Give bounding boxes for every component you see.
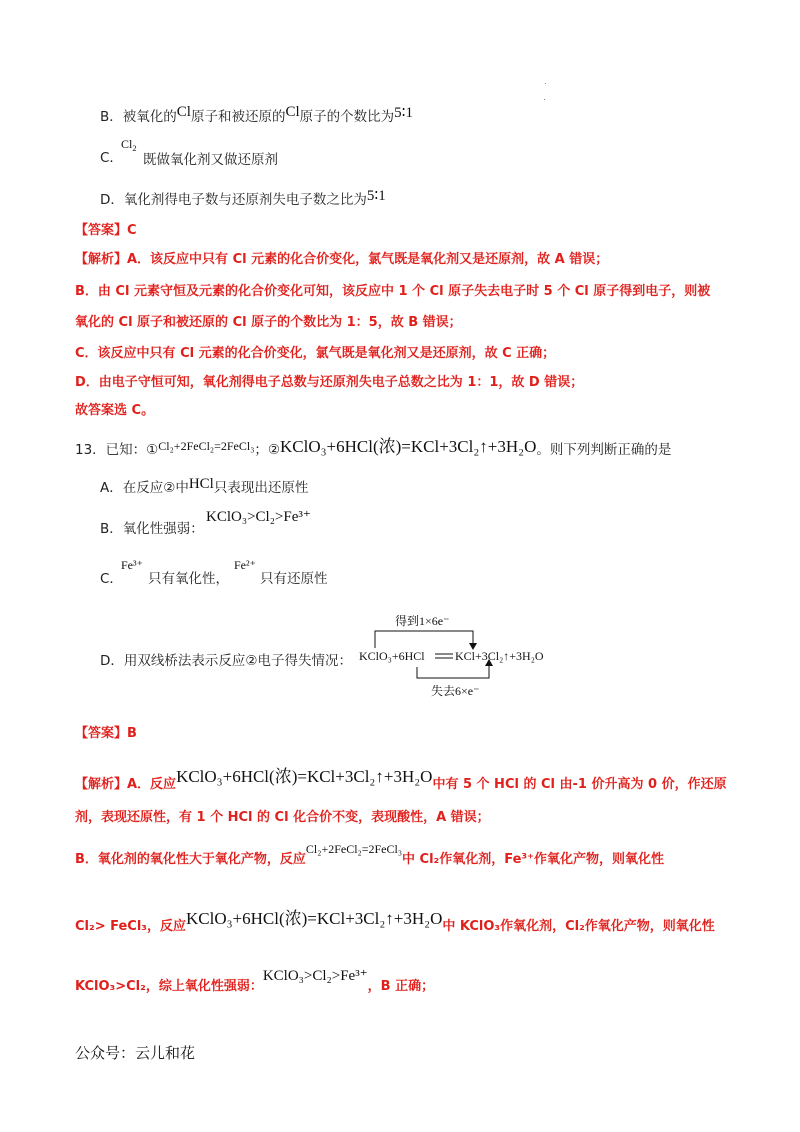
- analysis-12-line3: 氧化的 Cl 原子和被还原的 Cl 原子的个数比为 1：5，故 B 错误；: [75, 315, 462, 330]
- option-c-text: 既做氧化剂又做还原剂: [143, 152, 278, 168]
- answer-13: 【答案】B: [75, 726, 137, 741]
- q13-option-b: B．氧化性强弱：: [100, 521, 204, 537]
- q13-option-c-suffix: 只有还原性: [260, 571, 328, 587]
- q13-option-d: D．用双线桥法表示反应②电子得失情况：: [100, 653, 352, 669]
- option-d-prev: D．氧化剂得电子数与还原剂失电子数之比为5∶1: [100, 188, 386, 208]
- products: KCl+3Cl₂↑+3H₂O: [455, 649, 544, 663]
- reactants: KClO₃+6HCl: [359, 649, 425, 663]
- analysis-13-line3: B．氧化剂的氧化性大于氧化产物，反应Cl₂+2FeCl₂=2FeCl₃中 Cl₂作氧化剂，Fe³⁺作氧化产物，则氧化性: [75, 842, 664, 867]
- speck: [544, 99, 545, 100]
- answer-12: 【答案】C: [75, 223, 137, 238]
- analysis-13-line1: 【解析】A．反应KClO₃+6HCl(浓)=KCl+3Cl₂↑+3H₂O中有 5 个 HCl 的 Cl 由-1 价升高为 0 价，作还原: [75, 767, 727, 792]
- fe2-ion: Fe²⁺: [234, 558, 256, 572]
- analysis-12-line4: C．该反应中只有 Cl 元素的化合价变化，氯气既是氧化剂又是还原剂，故 C 正确；: [75, 346, 556, 361]
- oxidation-order-formula: KClO₃>Cl₂>Fe³⁺: [206, 509, 311, 525]
- option-c-prev: C．: [100, 150, 123, 166]
- speck: [545, 83, 546, 84]
- analysis-13-line2: 剂，表现还原性，有 1 个 HCl 的 Cl 化合价不变，表现酸性，A 错误；: [75, 810, 490, 825]
- analysis-13-line4: Cl₂> FeCl₃，反应KClO₃+6HCl(浓)=KCl+3Cl₂↑+3H₂O中 KClO₃作氧化剂，Cl₂作氧化产物，则氧化性: [75, 909, 715, 934]
- analysis-12-line5: D．由电子守恒可知，氧化剂得电子总数与还原剂失电子总数之比为 1：1，故 D 错误；: [75, 375, 584, 390]
- analysis-12-line1: 【解析】A．该反应中只有 Cl 元素的化合价变化，氯气既是氧化剂又是还原剂，故 A 错误；: [75, 252, 609, 267]
- cl2-formula: $Cl_2$: [121, 137, 137, 153]
- gain-bridge-line: [375, 631, 473, 648]
- lose-bridge-line: [417, 663, 489, 678]
- analysis-13-line5: KClO₃>Cl₂，综上氧化性强弱：KClO₃>Cl₂>Fe³⁺，B 正确；: [75, 968, 435, 994]
- fe3-ion: Fe³⁺: [121, 558, 143, 572]
- analysis-12-line6: 故答案选 C。: [75, 403, 155, 418]
- q13-option-a: A．在反应②中HCl只表现出还原性: [100, 476, 309, 496]
- double-bridge-diagram: [355, 605, 575, 700]
- q13-stem: 13．已知：①Cl₂+2FeCl₂=2FeCl₃；②KClO₃+6HCl(浓)=KCl+3Cl₂↑+3H₂O。则下列判断正确的是: [75, 437, 672, 458]
- q13-option-c: C．: [100, 571, 123, 587]
- gain-label: 得到1×6e⁻: [395, 614, 450, 628]
- analysis-12-line2: B．由 Cl 元素守恒及元素的化合价变化可知，该反应中 1 个 Cl 原子失去电子时 5 个 Cl 原子得到电子，则被: [75, 284, 711, 299]
- lose-label: 失去6×e⁻: [431, 684, 480, 698]
- footer-account: 公众号：云儿和花: [75, 1044, 196, 1062]
- q13-option-c-mid: 只有氧化性，: [148, 571, 229, 587]
- option-b-prev: B．被氧化的Cl原子和被还原的Cl原子的个数比为5∶1: [100, 104, 414, 125]
